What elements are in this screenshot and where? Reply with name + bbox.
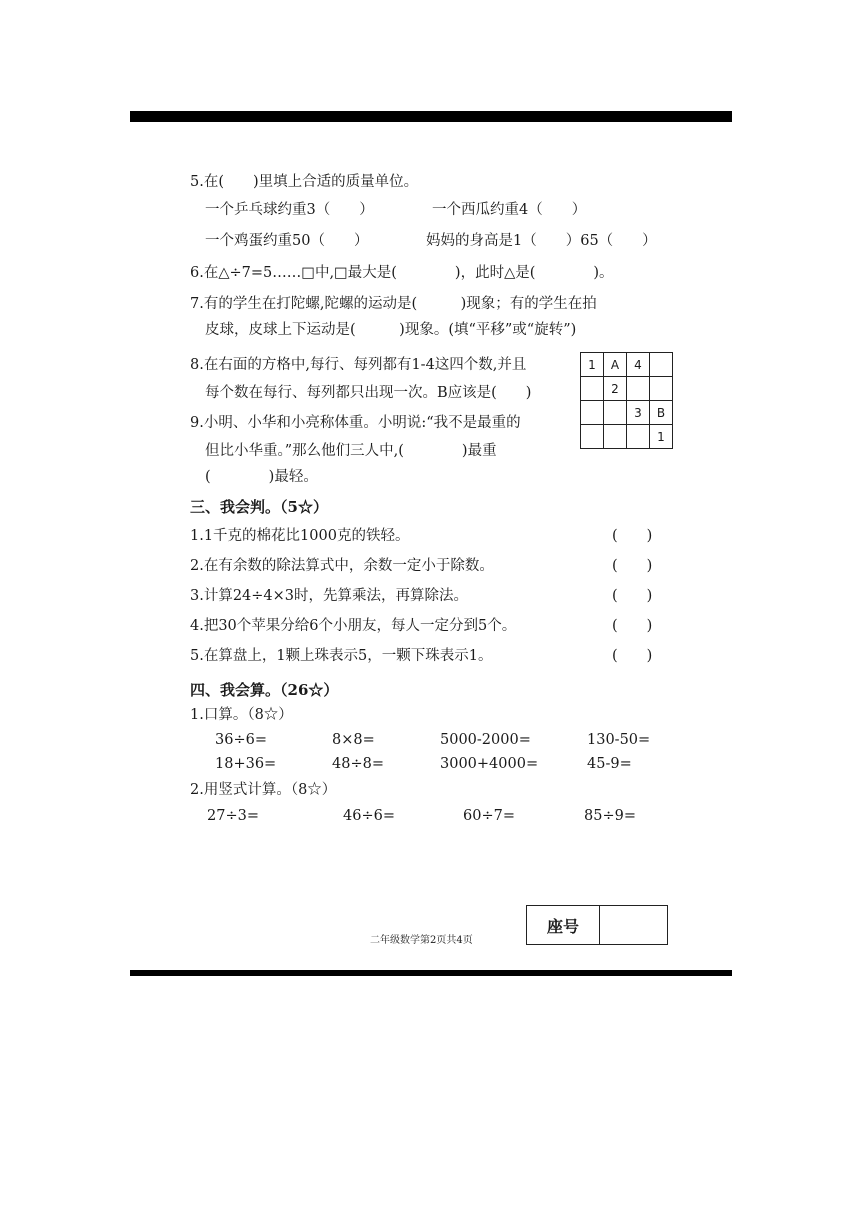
question-8: 8.在右面的方格中,每行、每列都有1-4这四个数,并且 bbox=[190, 357, 527, 373]
question-8-cont: 每个数在每行、每列都只出现一次。B应该是( ) bbox=[205, 385, 532, 401]
question-5-sub-c: 一个鸡蛋约重50（ ） bbox=[205, 233, 369, 249]
oral-calc-item: 3000+4000= bbox=[440, 756, 539, 772]
question-7-cont: 皮球，皮球上下运动是( )现象。(填“平移”或“旋转”) bbox=[205, 322, 577, 338]
grid-cell bbox=[581, 401, 604, 425]
oral-calc-item: 8×8= bbox=[332, 732, 375, 748]
question-9-cont: 但比小华重。”那么他们三人中,( )最重 bbox=[205, 443, 497, 459]
vertical-calc-item: 27÷3= bbox=[207, 808, 259, 824]
seat-number-box bbox=[526, 905, 668, 945]
vertical-calc-item: 60÷7= bbox=[463, 808, 515, 824]
section-4-title: 四、我会算。（26☆） bbox=[190, 681, 339, 699]
question-5: 5.在( )里填上合适的质量单位。 bbox=[190, 174, 419, 190]
question-5-sub-a: 一个乒乓球约重3（ ） bbox=[205, 202, 374, 218]
oral-calc-item: 48÷8= bbox=[332, 756, 384, 772]
grid-cell bbox=[627, 377, 650, 401]
oral-calc-item: 45-9= bbox=[587, 756, 632, 772]
question-7: 7.有的学生在打陀螺,陀螺的运动是( )现象；有的学生在拍 bbox=[190, 296, 597, 312]
question-9-cont2: ( )最轻。 bbox=[205, 469, 318, 485]
grid-cell: 1 bbox=[650, 425, 673, 449]
oral-calc-item: 36÷6= bbox=[215, 732, 267, 748]
number-grid bbox=[580, 352, 673, 449]
judge-item: 1.1千克的棉花比1000克的铁轻。 bbox=[190, 528, 410, 544]
question-5-sub-b: 一个西瓜约重4（ ） bbox=[432, 202, 587, 218]
judge-answer-paren: ( ) bbox=[612, 528, 653, 544]
judge-item: 3.计算24÷4×3时，先算乘法，再算除法。 bbox=[190, 588, 469, 604]
section-3-title: 三、我会判。（5☆） bbox=[190, 498, 328, 516]
page-footer: 二年级数学第2页共4页 bbox=[370, 935, 473, 946]
grid-cell: 3 bbox=[627, 401, 650, 425]
grid-cell bbox=[650, 353, 673, 377]
grid-cell bbox=[604, 401, 627, 425]
vertical-calc-item: 46÷6= bbox=[343, 808, 395, 824]
grid-row bbox=[581, 377, 673, 401]
bottom-rule bbox=[130, 970, 732, 976]
judge-answer-paren: ( ) bbox=[612, 588, 653, 604]
question-6: 6.在△÷7=5……□中,□最大是( )，此时△是( )。 bbox=[190, 265, 614, 281]
oral-calc-title: 1.口算。（8☆） bbox=[190, 707, 293, 723]
grid-cell: A bbox=[604, 353, 627, 377]
oral-calc-item: 130-50= bbox=[587, 732, 651, 748]
oral-calc-item: 5000-2000= bbox=[440, 732, 531, 748]
seat-number-label: 座号 bbox=[527, 906, 600, 944]
judge-item: 2.在有余数的除法算式中，余数一定小于除数。 bbox=[190, 558, 494, 574]
grid-cell bbox=[581, 377, 604, 401]
grid-cell bbox=[581, 425, 604, 449]
grid-cell bbox=[604, 425, 627, 449]
top-rule bbox=[130, 111, 732, 122]
question-5-sub-d: 妈妈的身高是1（ ）65（ ） bbox=[426, 233, 657, 249]
judge-answer-paren: ( ) bbox=[612, 648, 653, 664]
judge-answer-paren: ( ) bbox=[612, 618, 653, 634]
grid-cell: 4 bbox=[627, 353, 650, 377]
judge-answer-paren: ( ) bbox=[612, 558, 653, 574]
grid-cell: 1 bbox=[581, 353, 604, 377]
grid-cell bbox=[627, 425, 650, 449]
judge-item: 4.把30个苹果分给6个小朋友，每人一定分到5个。 bbox=[190, 618, 517, 634]
vertical-calc-title: 2.用竖式计算。（8☆） bbox=[190, 782, 337, 798]
vertical-calc-item: 85÷9= bbox=[584, 808, 636, 824]
grid-row bbox=[581, 401, 673, 425]
seat-number-field[interactable] bbox=[600, 906, 667, 944]
oral-calc-item: 18+36= bbox=[215, 756, 277, 772]
grid-cell: B bbox=[650, 401, 673, 425]
grid-cell bbox=[650, 377, 673, 401]
grid-cell: 2 bbox=[604, 377, 627, 401]
judge-item: 5.在算盘上，1颗上珠表示5，一颗下珠表示1。 bbox=[190, 648, 493, 664]
grid-row bbox=[581, 425, 673, 449]
question-9: 9.小明、小华和小亮称体重。小明说:“我不是最重的 bbox=[190, 415, 521, 431]
grid-row bbox=[581, 353, 673, 377]
